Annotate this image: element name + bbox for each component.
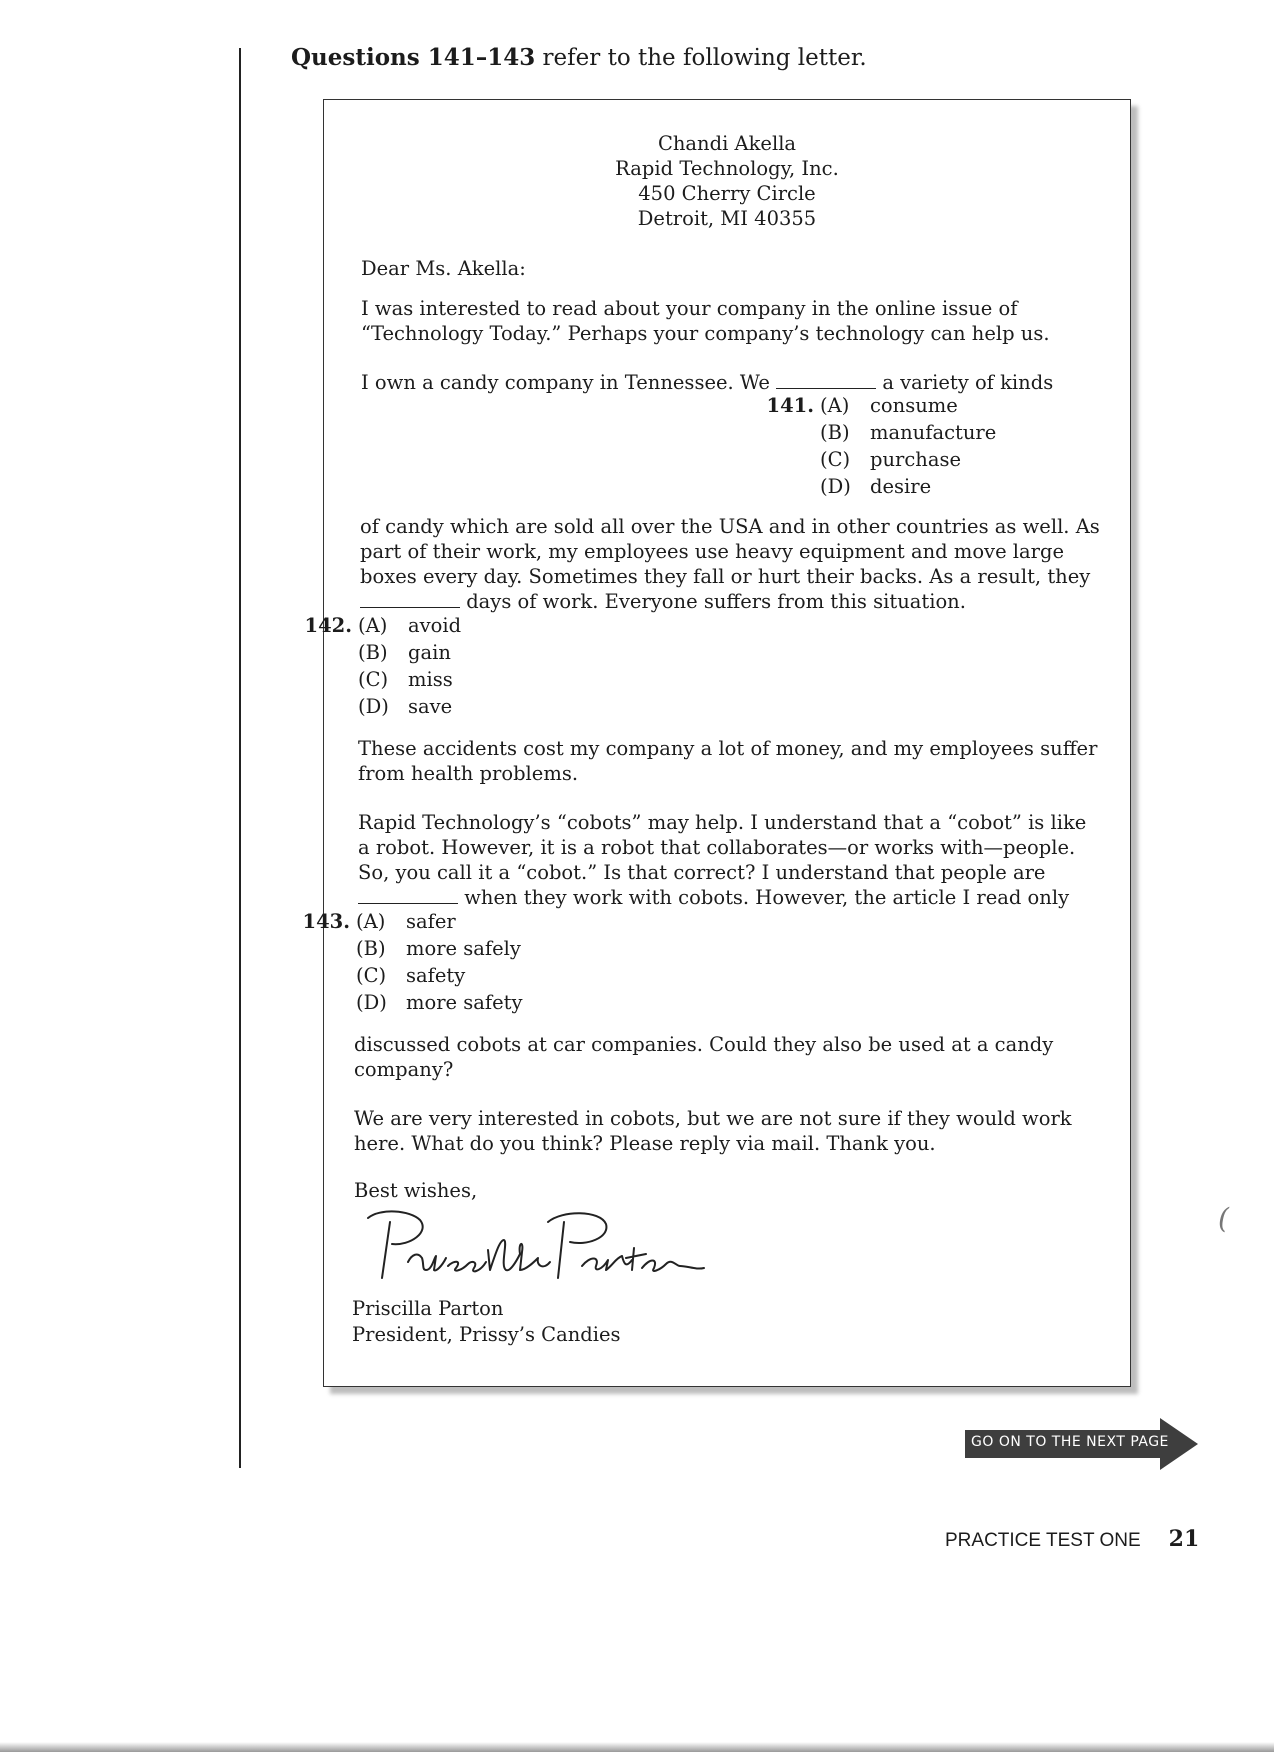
- option-row: [764, 473, 996, 500]
- letter-box: [302, 99, 1131, 1387]
- scan-edge: [0, 1742, 1274, 1752]
- option-letter: (C): [356, 964, 387, 987]
- footer-section: PRACTICE TEST ONE: [945, 1530, 1141, 1551]
- text-line: We are very interested in cobots, but we are not sure if they would work: [354, 1107, 1072, 1130]
- paragraph-7: [354, 1106, 1072, 1156]
- handwritten-signature: [350, 1200, 710, 1300]
- option-letter: (B): [356, 937, 386, 960]
- page-footer: [945, 1526, 1199, 1552]
- option-letter: (C): [820, 448, 851, 471]
- option-row: [764, 446, 996, 473]
- option-row: [302, 666, 461, 693]
- text-line: boxes every day. Sometimes they fall or hurt their backs. As a result, they: [360, 565, 1091, 588]
- text-line: discussed cobots at car companies. Could they also be used at a candy: [354, 1033, 1054, 1056]
- page-edge-mark: (: [1218, 1202, 1229, 1235]
- question-number: 143.: [302, 910, 350, 933]
- answer-blank-141: [776, 371, 876, 389]
- paragraph-1: [361, 296, 1050, 346]
- option-text: more safely: [406, 937, 521, 960]
- page-number: 21: [1168, 1526, 1200, 1552]
- option-text: safety: [406, 964, 466, 987]
- option-letter: (D): [820, 475, 851, 498]
- option-text: manufacture: [870, 421, 997, 444]
- signer-title: President, Prissy’s Candies: [352, 1323, 621, 1346]
- option-text: save: [408, 695, 453, 718]
- closing: Best wishes,: [354, 1179, 478, 1202]
- next-page-indicator: [965, 1418, 1197, 1470]
- next-page-label: GO ON TO THE NEXT PAGE: [971, 1434, 1169, 1450]
- option-text: gain: [408, 641, 451, 664]
- text-line: I was interested to read about your company in the online issue of: [361, 297, 1018, 320]
- option-row: [300, 908, 523, 935]
- option-row: [302, 639, 461, 666]
- paragraph-6: [354, 1032, 1053, 1082]
- question-143-options: [300, 908, 523, 1016]
- option-row: [764, 419, 996, 446]
- option-row: [302, 693, 461, 720]
- option-letter: (A): [820, 394, 850, 417]
- recipient-address: [324, 131, 1130, 231]
- option-letter: (B): [358, 641, 388, 664]
- text-line: when they work with cobots. However, the article I read only: [458, 886, 1070, 909]
- option-letter: (A): [356, 910, 386, 933]
- text-line: a robot. However, it is a robot that collaborates—or works with—people.: [358, 836, 1076, 859]
- paragraph-4: [358, 736, 1097, 786]
- text-line: here. What do you think? Please reply via mail. Thank you.: [354, 1132, 936, 1155]
- option-text: miss: [408, 668, 453, 691]
- question-number: 141.: [766, 394, 814, 417]
- option-text: consume: [870, 394, 958, 417]
- salutation: Dear Ms. Akella:: [361, 257, 526, 280]
- text-line: “Technology Today.” Perhaps your company’s technology can help us.: [361, 322, 1050, 345]
- paragraph-5: [358, 810, 1086, 910]
- option-row: [764, 392, 996, 419]
- text-line: company?: [354, 1058, 454, 1081]
- question-range: Questions 141–143: [291, 44, 536, 71]
- address-line: 450 Cherry Circle: [638, 182, 816, 205]
- question-header: [291, 44, 867, 71]
- text-line: from health problems.: [358, 762, 579, 785]
- address-line: Rapid Technology, Inc.: [615, 157, 839, 180]
- question-number: 142.: [304, 614, 352, 637]
- text-line: Rapid Technology’s “cobots” may help. I understand that a “cobot” is like: [358, 811, 1087, 834]
- option-row: [300, 962, 523, 989]
- option-letter: (D): [358, 695, 389, 718]
- address-line: Chandi Akella: [657, 132, 797, 155]
- text-line: days of work. Everyone suffers from this situation.: [460, 590, 966, 613]
- address-line: Detroit, MI 40355: [637, 207, 817, 230]
- option-letter: (A): [358, 614, 388, 637]
- option-text: more safety: [406, 991, 523, 1014]
- option-letter: (C): [358, 668, 389, 691]
- option-text: purchase: [870, 448, 962, 471]
- option-letter: (B): [820, 421, 850, 444]
- option-text: safer: [406, 910, 456, 933]
- text-line: of candy which are sold all over the USA and in other countries as well. As: [360, 515, 1100, 538]
- signer-name: Priscilla Parton: [352, 1297, 504, 1320]
- text-line: I own a candy company in Tennessee. We: [361, 371, 777, 394]
- option-letter: (D): [356, 991, 387, 1014]
- text-line: part of their work, my employees use heavy equipment and move large: [360, 540, 1065, 563]
- text-line: These accidents cost my company a lot of money, and my employees suffer: [358, 737, 1098, 760]
- option-text: avoid: [408, 614, 462, 637]
- text-line: a variety of kinds: [876, 371, 1054, 394]
- question-141-options: [764, 392, 996, 500]
- paragraph-3: [360, 514, 1100, 614]
- margin-rule: [239, 48, 241, 1468]
- answer-blank-143: [358, 886, 458, 904]
- option-text: desire: [870, 475, 932, 498]
- answer-blank-142: [360, 590, 460, 608]
- option-row: [300, 989, 523, 1016]
- question-142-options: [302, 612, 461, 720]
- text-line: So, you call it a “cobot.” Is that correct? I understand that people are: [358, 861, 1046, 884]
- question-intro: refer to the following letter.: [535, 45, 867, 71]
- option-row: [302, 612, 461, 639]
- option-row: [300, 935, 523, 962]
